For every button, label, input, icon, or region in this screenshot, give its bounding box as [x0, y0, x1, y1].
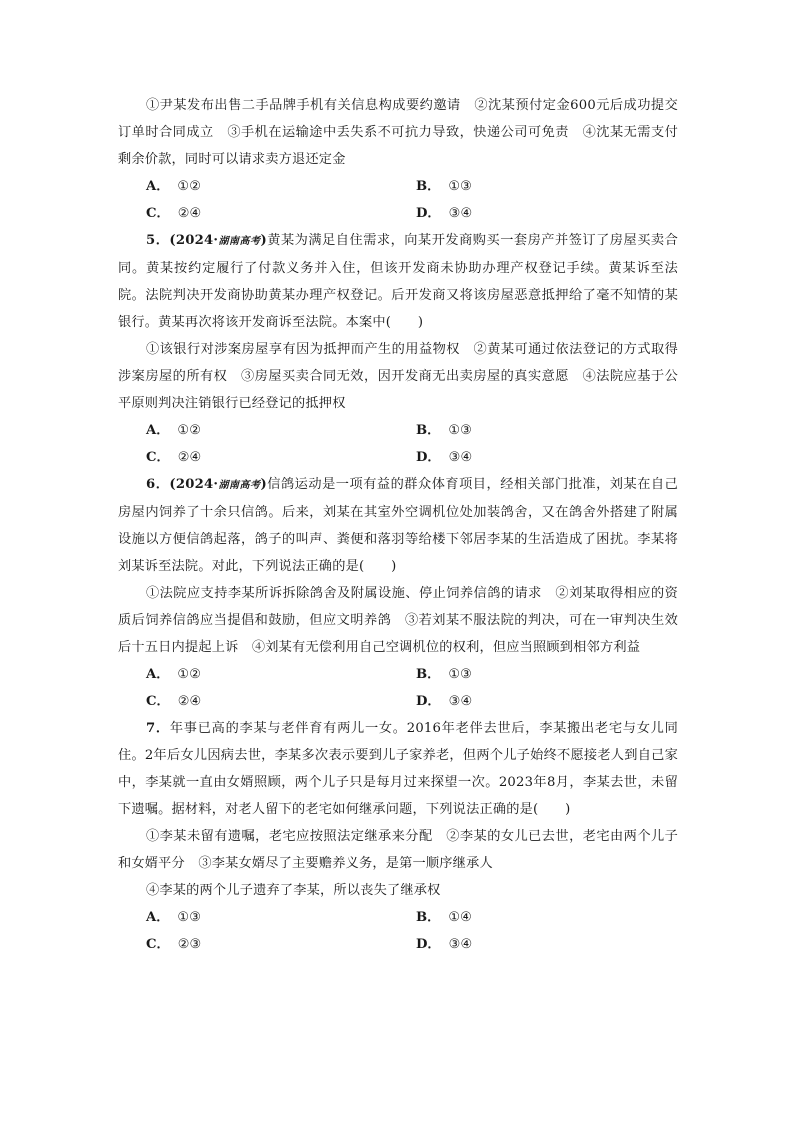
q6-option-c[interactable]: C． ②④ — [146, 694, 202, 709]
q4-option-a[interactable]: A． ①② — [146, 179, 202, 194]
q5-option-d[interactable]: D． ③④ — [416, 450, 473, 465]
q7-statement-4: ④李某的两个儿子遗弃了李某，所以丧失了继承权 — [146, 883, 441, 898]
q6-options — [118, 661, 678, 715]
q6-stem: 6．(2024·湖南高考)信鸽运动是一项有益的群众体育项目，经相关部门批准，刘某在自己房屋内饲养了十余只信鸽。后来，刘某在其室外空调机位处加装鸽舍，又在鸽舍外搭建了附属设施以方便信鸽起落，鸽子的叫声、粪便和落羽等给楼下邻居李某的生活造成了困扰。李某将刘某诉至法院。对此，下列说法正确的是( ) — [118, 477, 679, 574]
q5-option-b[interactable]: B． ①③ — [416, 423, 472, 438]
q7-option-c[interactable]: C． ②③ — [146, 937, 202, 952]
q6-number: 6． — [146, 477, 170, 492]
q5-source-tag: 湖南高考 — [218, 236, 261, 247]
q6-option-d[interactable]: D． ③④ — [416, 694, 473, 709]
q6-statements: ①法院应支持李某所诉拆除鸽舍及附属设施、停止饲养信鸽的请求 ②刘某取得相应的资质后饲养信鸽应当提倡和鼓励，但应文明养鸽 ③若刘某不服法院的判决，可在一审判决生效后十五日内提起上诉 ④刘某有无偿利用自己空调机位的权利，但应当照顾到相邻方利益 — [118, 586, 678, 655]
q5-number: 5． — [146, 233, 170, 248]
q7-options — [118, 904, 678, 958]
q6-option-a[interactable]: A． ①② — [146, 667, 202, 682]
q7-option-d[interactable]: D． ③④ — [416, 937, 473, 952]
q4-options — [118, 173, 678, 227]
q7-number: 7． — [146, 721, 170, 736]
q6-option-b[interactable]: B． ①③ — [416, 667, 472, 682]
page-content — [118, 92, 678, 958]
q4-option-b[interactable]: B． ①③ — [416, 179, 472, 194]
q4-statements: ①尹某发布出售二手品牌手机有关信息构成要约邀请 ②沈某预付定金600元后成功提交订单时合同成立 ③手机在运输途中丢失系不可抗力导致，快递公司可免责 ④沈某无需支付剩余价款，同时可以请求卖方退还定金 — [118, 98, 678, 167]
q4-option-c[interactable]: C． ②④ — [146, 206, 202, 221]
q7-option-a[interactable]: A． ①③ — [146, 910, 202, 925]
q6-source-tag: 湖南高考 — [218, 480, 261, 491]
q5-options — [118, 417, 678, 471]
q4-option-d[interactable]: D． ③④ — [416, 206, 473, 221]
q5-option-a[interactable]: A． ①② — [146, 423, 202, 438]
q7-option-b[interactable]: B． ①④ — [416, 910, 472, 925]
q7-statements: ①李某未留有遗嘱，老宅应按照法定继承来分配 ②李某的女儿已去世，老宅由两个儿子和女婿平分 ③李某女婿尽了主要赡养义务，是第一顺序继承人 — [118, 829, 678, 871]
q7-stem: 7．年事已高的李某与老伴育有两儿一女。2016年老伴去世后，李某搬出老宅与女儿同住。2年后女儿因病去世，李某多次表示要到儿子家养老，但两个儿子始终不愿接老人到自己家中，李某就一直由女婿照顾，两个儿子只是每月过来探望一次。2023年8月，李某去世，未留下遗嘱。据材料，对老人留下的老宅如何继承问题，下列说法正确的是( ) — [118, 721, 678, 817]
q5-statements: ①该银行对涉案房屋享有因为抵押而产生的用益物权 ②黄某可通过依法登记的方式取得涉案房屋的所有权 ③房屋买卖合同无效，因开发商无出卖房屋的真实意愿 ④法院应基于公平原则判决注销银行已经登记的抵押权 — [118, 342, 678, 411]
q5-stem: 5．(2024·湖南高考)黄某为满足自住需求，向某开发商购买一套房产并签订了房屋买卖合同。黄某按约定履行了付款义务并入住，但该开发商未协助办理产权登记手续。黄某诉至法院。法院判决开发商协助黄某办理产权登记。后开发商又将该房屋恶意抵押给了毫不知情的某银行。黄某再次将该开发商诉至法院。本案中( ) — [118, 233, 679, 330]
q5-option-c[interactable]: C． ②④ — [146, 450, 202, 465]
